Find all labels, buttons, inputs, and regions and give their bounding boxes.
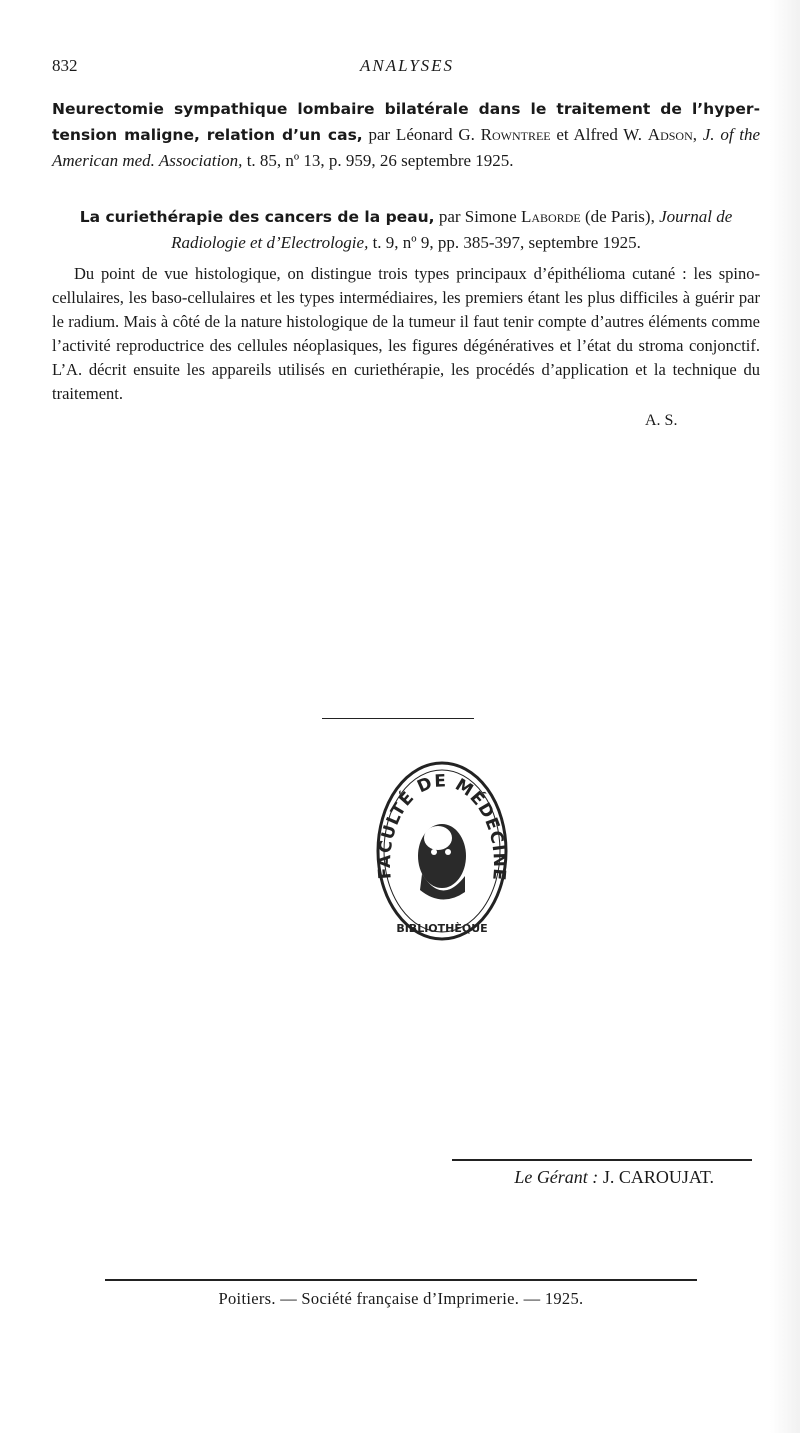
entry-1-author-2: Adson, [647, 125, 697, 144]
entry-2-origin: (de Paris), [584, 207, 655, 226]
svg-text:FACULTÉ DE MÉDECINE DE PARIS: FACULTÉ DE MÉDECINE [374, 771, 510, 882]
library-stamp-seal [370, 756, 515, 951]
entry-1-heading [52, 96, 760, 173]
entry-2-author: Laborde [520, 207, 581, 226]
entry-2-citation: t. 9, nº 9, pp. 385-397, septembre 1925. [372, 233, 641, 252]
footer-rule [105, 1279, 697, 1281]
entry-2-heading [52, 204, 760, 255]
abstract-paragraph: Du point de vue histologique, on distingue trois types principaux d’épithélioma cutané : les spino-cellulaires, les baso-cellulaires et les types intermédiaires, les premiers étant les plus difficiles à guérir par le radium. Mais à côté de la nature histologique de la tumeur il faut tenir compte d’autres éléments comme l’activité reproductrice des cellules néoplasiques, les figures dégénératives et l’état du stroma conjonctif. L’A. décrit ensuite les appareils utilisés en curiethérapie, les procédés d’application et la technique du traitement. [52, 264, 760, 403]
entry-1-citation: t. 85, nº 13, p. 959, 26 septembre 1925. [246, 151, 514, 170]
entry-1-title: Neurectomie sympathique lombaire bilatérale dans le traitement de l’hypertension maligne, relation d’un cas, [52, 100, 760, 144]
entry-1-and: et Alfred W. [556, 125, 643, 144]
entry-2-by: par Simone [438, 207, 517, 226]
entry-1-author-1: Rowntree [480, 125, 551, 144]
running-title: ANALYSES [359, 56, 455, 75]
printer-imprint: Poitiers. — Société française d’Imprimerie. — 1925. [218, 1289, 584, 1308]
page-header [52, 56, 762, 80]
entry-2-journal: Journal de Radiologie et d’Electrologie, [171, 207, 733, 252]
entry-2-abstract [52, 262, 760, 406]
entry-1-journal: J. of the American med. Association, [52, 125, 761, 170]
page-number: 832 [52, 56, 78, 75]
entry-2-title: La curiethérapie des cancers de la peau, [79, 208, 435, 226]
gerant-line [452, 1167, 714, 1188]
gerant-label: Le Gérant : [514, 1167, 599, 1187]
section-divider [322, 718, 474, 719]
gerant-name: J. CAROUJAT. [602, 1167, 714, 1187]
page-edge-shadow [770, 0, 800, 1433]
svg-text:BIBLIOTHÈQUE: BIBLIOTHÈQUE [396, 922, 488, 935]
gerant-rule [452, 1159, 752, 1161]
entry-1-by: par Léonard G. [368, 125, 475, 144]
reviewer-initials: A. S. [645, 412, 678, 429]
library-stamp [370, 756, 515, 951]
